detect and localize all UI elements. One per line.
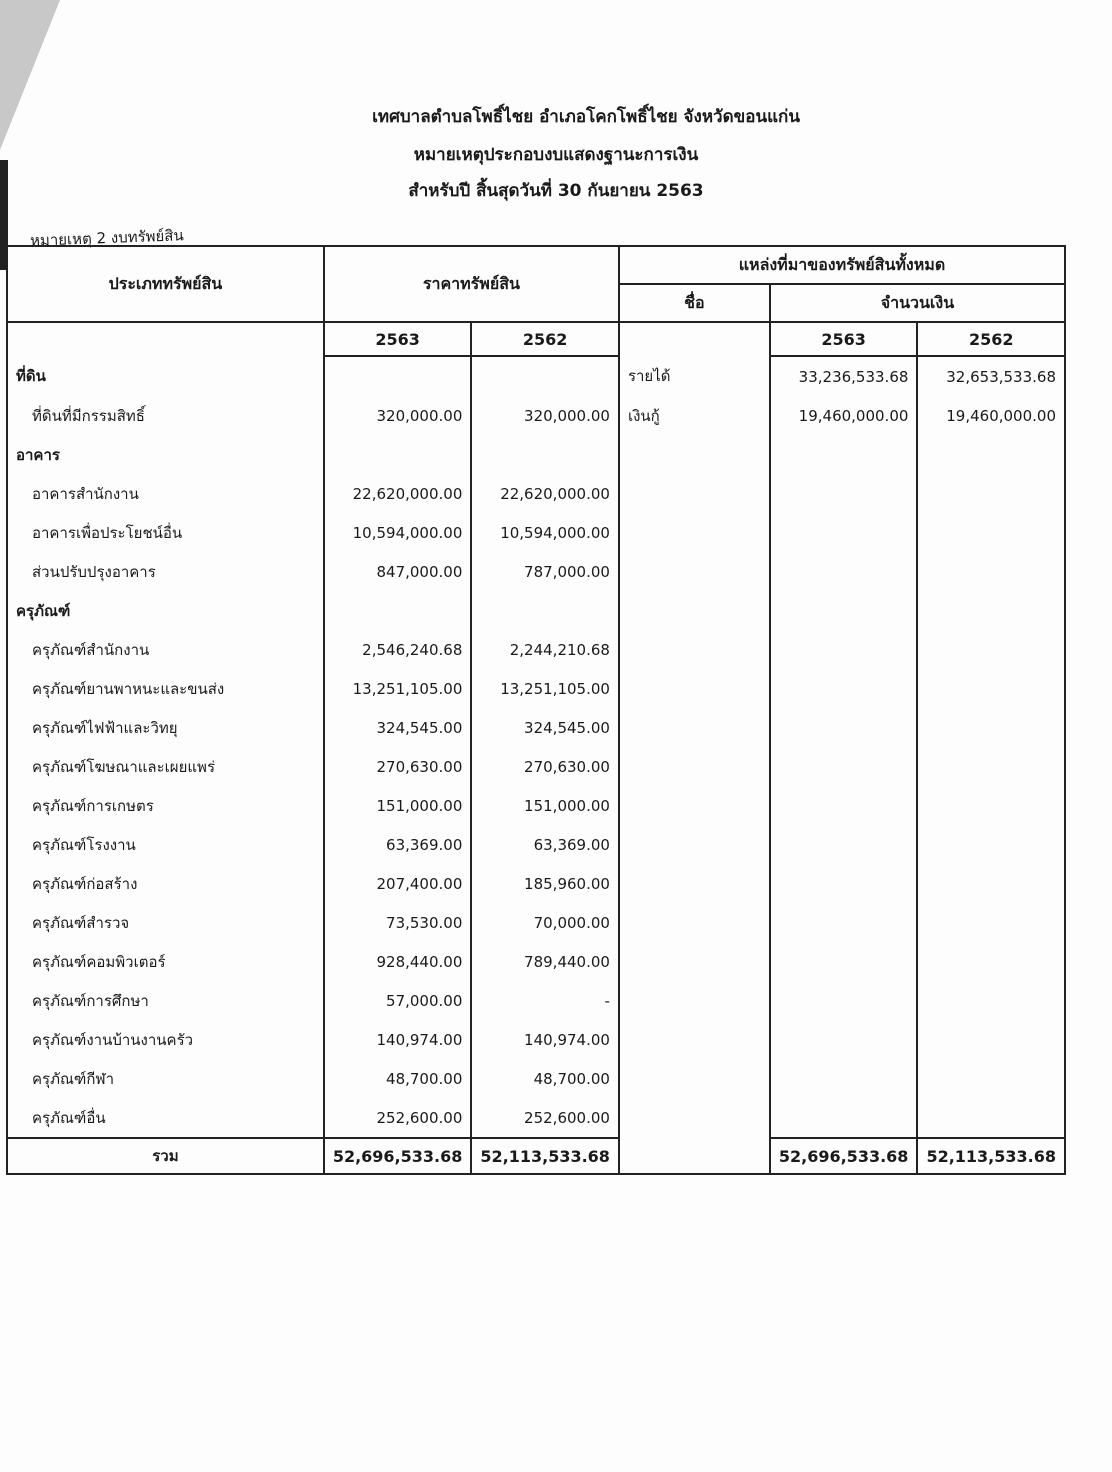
document-title: หมายเหตุประกอบงบแสดงฐานะการเงิน: [413, 145, 699, 165]
price-2562: 70,000.00: [471, 903, 619, 942]
price-2562: 63,369.00: [471, 825, 619, 864]
year-header: 2562: [471, 322, 619, 356]
price-2563: 252,600.00: [324, 1098, 472, 1138]
price-2562: [471, 435, 619, 474]
asset-label: ครุภัณฑ์: [7, 591, 324, 630]
asset-label: ครุภัณฑ์โฆษณาและเผยแพร่: [7, 747, 324, 786]
price-2563: 151,000.00: [324, 786, 472, 825]
source-amount-2563: 33,236,533.68: [770, 356, 918, 396]
asset-label: ครุภัณฑ์งานบ้านงานครัว: [7, 1020, 324, 1059]
price-2563: 48,700.00: [324, 1059, 472, 1098]
price-2563: [324, 591, 472, 630]
table-row: [7, 1020, 1065, 1059]
table-row: [7, 435, 1065, 474]
table-row: [7, 396, 1065, 435]
source-name: เงินกู้: [619, 396, 770, 435]
table-row: [7, 669, 1065, 708]
table-row: [7, 552, 1065, 591]
price-2562: [471, 356, 619, 396]
org-title: เทศบาลตำบลโพธิ์ไชย อำเภอโคกโพธิ์ไชย จังหวัดขอนแก่น: [372, 107, 800, 127]
asset-label: อาคาร: [7, 435, 324, 474]
asset-label: ที่ดินที่มีกรรมสิทธิ์: [7, 396, 324, 435]
table-row: [7, 708, 1065, 747]
price-2562: 151,000.00: [471, 786, 619, 825]
table-row: [7, 864, 1065, 903]
table-row: [7, 825, 1065, 864]
table-row: [7, 1059, 1065, 1098]
table-row: [7, 513, 1065, 552]
price-2562: 320,000.00: [471, 396, 619, 435]
year-header: 2562: [917, 322, 1065, 356]
table-row: [7, 474, 1065, 513]
price-2563: 928,440.00: [324, 942, 472, 981]
assets-table: [6, 245, 1066, 1175]
table-row: [7, 981, 1065, 1020]
price-2562: 270,630.00: [471, 747, 619, 786]
asset-label: ครุภัณฑ์โรงงาน: [7, 825, 324, 864]
price-2562: 13,251,105.00: [471, 669, 619, 708]
total-price-2563: 52,696,533.68: [324, 1138, 472, 1174]
price-2563: 63,369.00: [324, 825, 472, 864]
asset-label: ครุภัณฑ์ยานพาหนะและขนส่ง: [7, 669, 324, 708]
total-amount-2563: 52,696,533.68: [770, 1138, 918, 1174]
asset-label: ครุภัณฑ์กีฬา: [7, 1059, 324, 1098]
note-title: หมายเหตุ 2 งบทรัพย์สิน: [29, 226, 184, 250]
price-2563: 140,974.00: [324, 1020, 472, 1059]
asset-label: ครุภัณฑ์สำรวจ: [7, 903, 324, 942]
asset-label: อาคารสำนักงาน: [7, 474, 324, 513]
table-row: [7, 942, 1065, 981]
table-row: [7, 903, 1065, 942]
price-2563: 22,620,000.00: [324, 474, 472, 513]
period-title: สำหรับปี สิ้นสุดวันที่ 30 กันยายน 2563: [408, 181, 704, 201]
col-amount: จำนวนเงิน: [770, 284, 1065, 322]
price-2563: 2,546,240.68: [324, 630, 472, 669]
asset-label: ครุภัณฑ์การศึกษา: [7, 981, 324, 1020]
col-asset-price: ราคาทรัพย์สิน: [324, 246, 619, 322]
asset-label: ครุภัณฑ์การเกษตร: [7, 786, 324, 825]
price-2563: [324, 435, 472, 474]
asset-label: ครุภัณฑ์ไฟฟ้าและวิทยุ: [7, 708, 324, 747]
price-2562: 787,000.00: [471, 552, 619, 591]
price-2562: -: [471, 981, 619, 1020]
asset-label: ครุภัณฑ์ก่อสร้าง: [7, 864, 324, 903]
price-2563: 270,630.00: [324, 747, 472, 786]
asset-label: ที่ดิน: [7, 356, 324, 396]
year-header: 2563: [324, 322, 472, 356]
total-label: รวม: [7, 1138, 324, 1174]
price-2562: 140,974.00: [471, 1020, 619, 1059]
price-2563: 73,530.00: [324, 903, 472, 942]
source-name: รายได้: [619, 356, 770, 396]
price-2563: 207,400.00: [324, 864, 472, 903]
asset-label: ครุภัณฑ์สำนักงาน: [7, 630, 324, 669]
asset-label: ครุภัณฑ์อื่น: [7, 1098, 324, 1138]
asset-label: ส่วนปรับปรุงอาคาร: [7, 552, 324, 591]
price-2562: 48,700.00: [471, 1059, 619, 1098]
total-amount-2562: 52,113,533.68: [917, 1138, 1065, 1174]
source-amount-2563: 19,460,000.00: [770, 396, 918, 435]
total-price-2562: 52,113,533.68: [471, 1138, 619, 1174]
source-amount-2562: 19,460,000.00: [917, 396, 1065, 435]
price-2562: 185,960.00: [471, 864, 619, 903]
price-2563: 10,594,000.00: [324, 513, 472, 552]
col-source: แหล่งที่มาของทรัพย์สินทั้งหมด: [619, 246, 1065, 284]
asset-label: ครุภัณฑ์คอมพิวเตอร์: [7, 942, 324, 981]
price-2563: 324,545.00: [324, 708, 472, 747]
table-row: [7, 356, 1065, 396]
price-2562: 789,440.00: [471, 942, 619, 981]
col-source-name: ชื่อ: [619, 284, 770, 322]
table-row: [7, 591, 1065, 630]
col-asset-type: ประเภททรัพย์สิน: [7, 246, 324, 322]
table-row: [7, 786, 1065, 825]
price-2563: [324, 356, 472, 396]
price-2562: 2,244,210.68: [471, 630, 619, 669]
price-2563: 847,000.00: [324, 552, 472, 591]
price-2562: 324,545.00: [471, 708, 619, 747]
year-header: 2563: [770, 322, 918, 356]
price-2563: 57,000.00: [324, 981, 472, 1020]
price-2563: 13,251,105.00: [324, 669, 472, 708]
asset-label: อาคารเพื่อประโยชน์อื่น: [7, 513, 324, 552]
table-row: [7, 1098, 1065, 1138]
price-2562: 22,620,000.00: [471, 474, 619, 513]
price-2562: 10,594,000.00: [471, 513, 619, 552]
price-2562: 252,600.00: [471, 1098, 619, 1138]
price-2563: 320,000.00: [324, 396, 472, 435]
source-amount-2562: 32,653,533.68: [917, 356, 1065, 396]
table-row: [7, 747, 1065, 786]
table-row: [7, 630, 1065, 669]
price-2562: [471, 591, 619, 630]
